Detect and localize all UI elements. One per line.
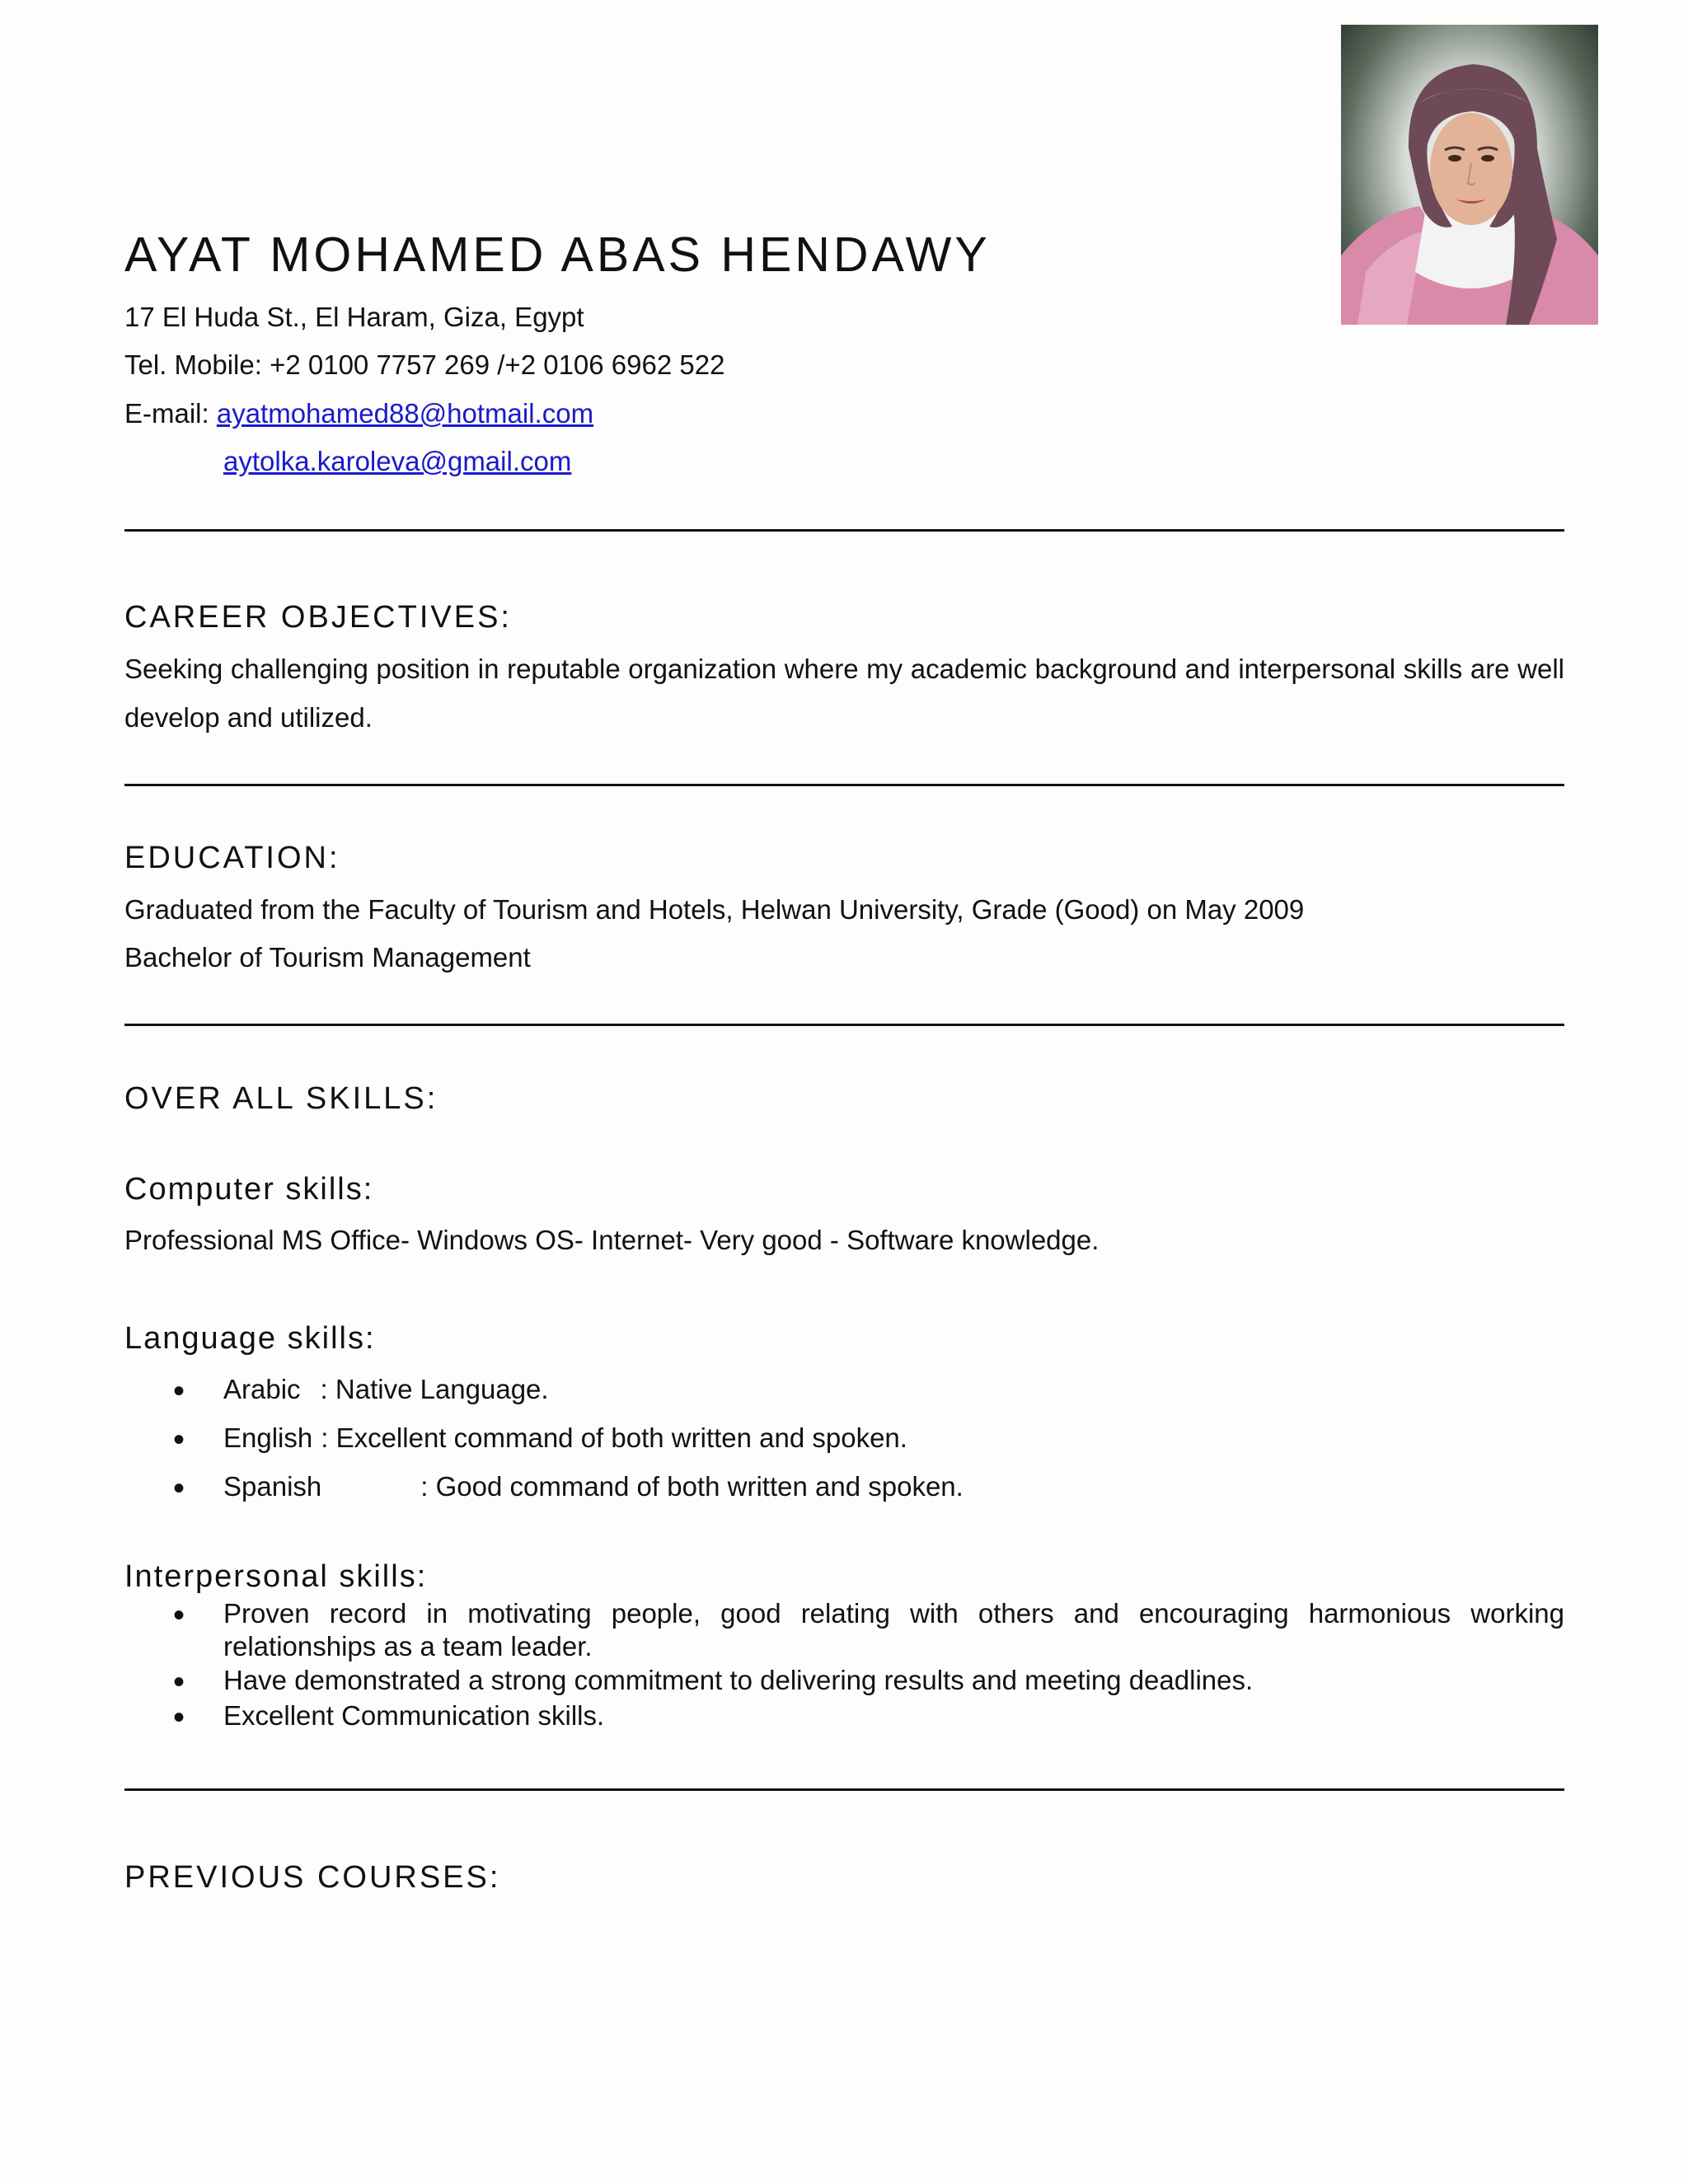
email-link-secondary[interactable]: aytolka.karoleva@gmail.com — [223, 446, 572, 476]
email-row — [124, 398, 593, 429]
language-item — [223, 1374, 549, 1405]
interpersonal-skills-heading: Interpersonal skills: — [124, 1559, 428, 1594]
profile-photo — [1341, 25, 1598, 325]
email-link-primary[interactable]: ayatmohamed88@hotmail.com — [216, 398, 594, 429]
interpersonal-item: Have demonstrated a strong commitment to delivering results and meeting deadlines. — [223, 1665, 1254, 1695]
bullet-icon: • — [173, 1699, 185, 1736]
section-divider — [124, 529, 1564, 532]
language-level: : Native Language. — [320, 1374, 549, 1404]
email-label: E-mail: — [124, 398, 217, 429]
bullet-icon: • — [173, 1470, 185, 1507]
career-objectives-heading: CAREER OBJECTIVES: — [124, 600, 512, 635]
language-level: : Excellent command of both written and spoken. — [321, 1422, 907, 1453]
skills-heading: OVER ALL SKILLS: — [124, 1081, 438, 1116]
candidate-name: AYAT MOHAMED ABAS HENDAWY — [124, 227, 991, 282]
education-degree-info: Graduated from the Faculty of Tourism and Hotels, Helwan University, Grade (Good) on May 2009 — [124, 894, 1305, 925]
language-item — [223, 1471, 964, 1502]
bullet-icon: • — [173, 1373, 185, 1409]
portrait-illustration — [1341, 25, 1598, 325]
bullet-icon: • — [173, 1597, 185, 1633]
interpersonal-item: Excellent Communication skills. — [223, 1700, 605, 1731]
section-divider — [124, 1024, 1564, 1026]
career-objectives-text: Seeking challenging position in reputable organization where my academic background and interpersonal skills are well develop and utilized. — [124, 654, 1564, 733]
language-name: English — [223, 1422, 313, 1453]
section-divider — [124, 784, 1564, 786]
education-degree-title: Bachelor of Tourism Management — [124, 942, 531, 972]
phone-number: Tel. Mobile: +2 0100 7757 269 /+2 0106 6962 522 — [124, 349, 725, 380]
language-name: Spanish — [223, 1471, 322, 1502]
section-divider — [124, 1788, 1564, 1791]
bullet-icon: • — [173, 1664, 185, 1700]
language-item — [223, 1422, 907, 1454]
address: 17 El Huda St., El Haram, Giza, Egypt — [124, 302, 584, 332]
interpersonal-item: Proven record in motivating people, good relating with others and encouraging harmonious working relationships as a team leader. — [223, 1598, 1564, 1661]
computer-skills-heading: Computer skills: — [124, 1172, 374, 1207]
language-level: : Good command of both written and spoken. — [420, 1471, 964, 1502]
language-name: Arabic — [223, 1374, 301, 1404]
computer-skills-text: Professional MS Office- Windows OS- Internet- Very good - Software knowledge. — [124, 1225, 1100, 1255]
education-heading: EDUCATION: — [124, 841, 340, 875]
bullet-icon: • — [173, 1422, 185, 1458]
language-skills-heading: Language skills: — [124, 1321, 376, 1356]
email-row-secondary — [223, 446, 571, 477]
previous-courses-heading: PREVIOUS COURSES: — [124, 1860, 501, 1895]
